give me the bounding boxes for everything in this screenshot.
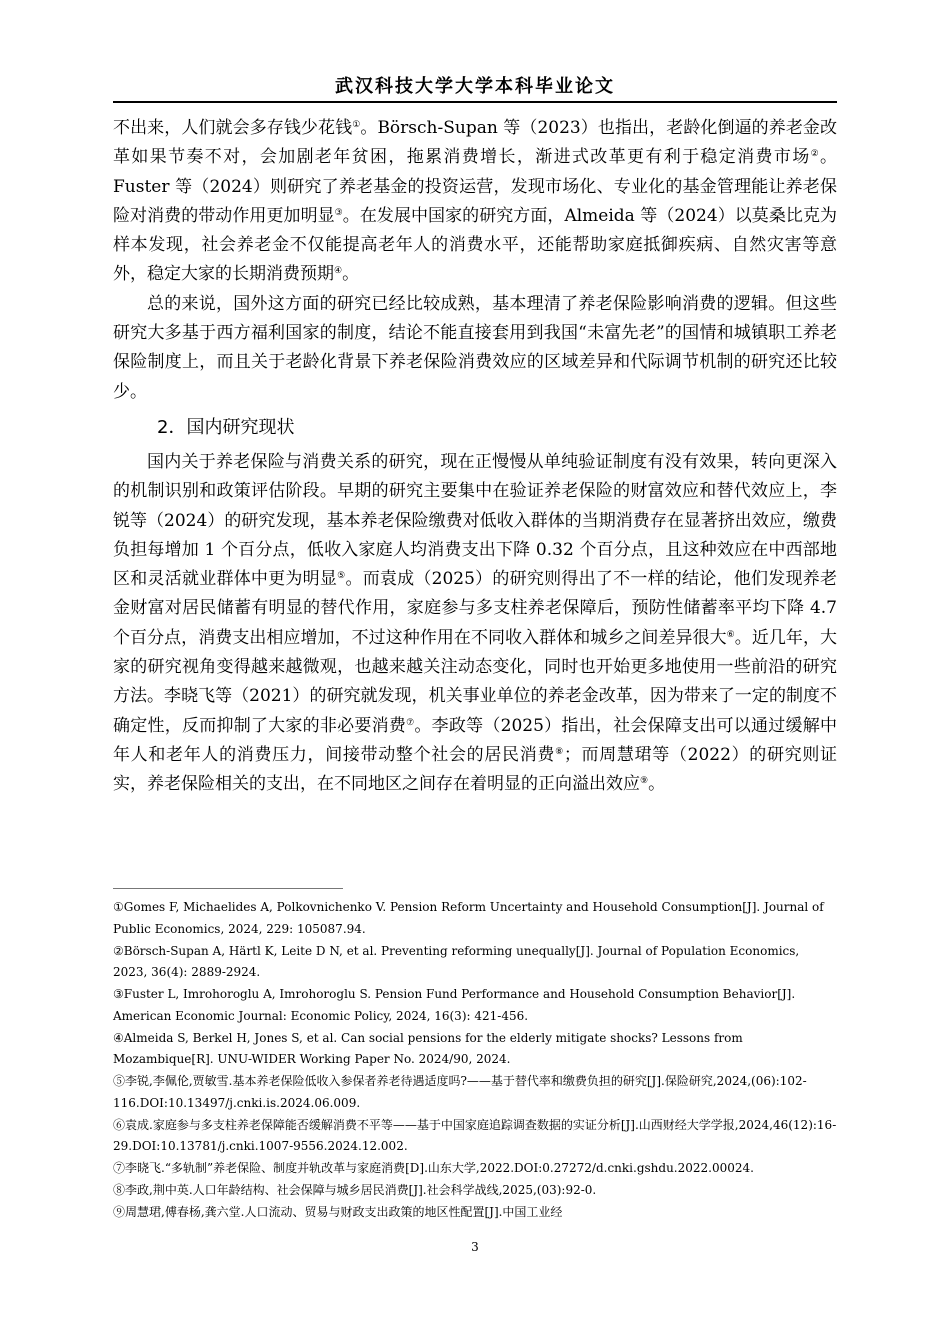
paragraph-text: 。 (648, 774, 666, 795)
footnote-item: ③Fuster L, Imrohoroglu A, Imrohoroglu S. Pension Fund Performance and Household Consumption Behavior[J]. American Economic Journal: Economic Policy, 2024, 16(3): 421-456. (113, 987, 796, 1023)
footnote-item: ⑤李锐,李佩伦,贾敏雪.基本养老保险低收入参保者养老待遇适度吗?——基于替代率和缴费负担的研究[J].保险研究,2024,(06):102-116.DOI:10.13497/j.cnki.is.2024.06.009. (113, 1074, 807, 1110)
footnote-marker: ③ (334, 207, 343, 218)
body-paragraph (113, 290, 837, 407)
paragraph-text: 。在发展中国家的研究方面，Almeida 等（2024）以莫桑比克为样本发现，社会养老金不仅能提高老年人的消费水平，还能帮助家庭抵御疾病、自然灾害等意外，稳定大家的长期消费预期 (113, 205, 837, 285)
footnote-item: ⑥袁成.家庭参与多支柱养老保障能否缓解消费不平等——基于中国家庭追踪调查数据的实证分析[J].山西财经大学学报,2024,46(12):16-29.DOI:10.13781/j.cnki.1007-9556.2024.12.002. (113, 1117, 837, 1153)
footnote-marker: ① (352, 120, 361, 130)
body-paragraph (113, 114, 837, 290)
footnote-marker: ⑤ (337, 571, 346, 582)
footnote-marker: ⑨ (640, 776, 649, 787)
paragraph-group-domestic-research (113, 448, 837, 800)
body-text (113, 114, 837, 800)
footnote-item: ①Gomes F, Michaelides A, Polkovnichenko V. Pension Reform Uncertainty and Household Consumption[J]. Journal of Public Economics, 2024, 229: 105087.94. (113, 900, 824, 936)
footnote-item: ⑦李晓飞.“多轨制”养老保险、制度并轨改革与家庭消费[D].山东大学,2022.DOI:0.27272/d.cnki.gshdu.2022.00024. (113, 1161, 754, 1175)
footnote-marker: ② (810, 149, 821, 160)
paragraph-text: 。Börsch-Supan 等（2023）也指出，老龄化倒逼的养老金改革如果节奏不对，会加剧老年贫困，拖累消费增长，渐进式改革更有利于稳定消费市场 (113, 118, 837, 168)
paragraph-text: 国内关于养老保险与消费关系的研究，现在正慢慢从单纯验证制度有没有效果，转向更深入的机制识别和政策评估阶段。早期的研究主要集中在验证养老保险的财富效应和替代效应上，李锐等（2024）的研究发现，基本养老保险缴费对低收入群体的当期消费存在显著挤出效应，缴费负担每增加 1 个百分点，低收入家庭人均消费支出下降 0.32 个百分点，且这种效应在中西部地区和灵活就业群体中更为明显 (113, 451, 837, 590)
running-header: 武汉科技大学大学本科毕业论文 (335, 76, 615, 97)
header-rule (113, 101, 837, 103)
footnote-marker: ⑧ (555, 746, 564, 757)
paragraph-text: 不出来，人们就会多存钱少花钱 (113, 118, 353, 138)
footnote-marker: ④ (334, 266, 343, 277)
section-heading: 2．国内研究现状 (157, 416, 295, 438)
footnote-separator (113, 888, 343, 889)
footnote-item: ⑨周慧珺,傅春杨,龚六堂.人口流动、贸易与财政支出政策的地区性配置[J].中国工业经 (113, 1205, 563, 1219)
paragraph-text: 。近几年，大家的研究视角变得越来越微观，也越来越关注动态变化，同时也开始更多地使用一些前沿的研究方法。李晓飞等（2021）的研究就发现，机关事业单位的养老金改革，因为带来了一定的制度不确定性，反而抑制了大家的非必要消费 (113, 627, 838, 736)
footnote-marker: ⑦ (406, 717, 415, 728)
paragraph-text: 。而袁成（2025）的研究则得出了不一样的结论，他们发现养老金财富对居民储蓄有明显的替代作用，家庭参与多支柱养老保障后，预防性储蓄率平均下降 4.7 个百分点，消费支出相应增加，不过这种作用在不同收入群体和城乡之间差异很大 (113, 569, 837, 648)
paragraph-text: 总的来说，国外这方面的研究已经比较成熟，基本理清了养老保险影响消费的逻辑。但这些研究大多基于西方福利国家的制度，结论不能直接套用到我国“未富先老”的国情和城镇职工养老保险制度上，而且关于老龄化背景下养老保险消费效应的区域差异和代际调节机制的研究还比较少。 (113, 293, 837, 402)
paragraph-text: 。李政等（2025）指出，社会保障支出可以通过缓解中年人和老年人的消费压力，间接带动整个社会的居民消费 (113, 715, 837, 765)
footnote-item: ②Börsch-Supan A, Härtl K, Leite D N, et al. Preventing reforming unequally[J]. Journal of Population Economics, 2023, 36(4): 2889-2924. (113, 943, 800, 979)
footnote-item: ⑧李政,荆中英.人口年龄结构、社会保障与城乡居民消费[J].社会科学战线,2025,(03):92-0. (113, 1183, 597, 1197)
page-number: 3 (471, 1240, 479, 1254)
footnote-marker: ⑥ (726, 629, 735, 640)
footnote-item: ④Almeida S, Berkel H, Jones S, et al. Can social pensions for the elderly mitigate shocks? Lessons from Mozambique[R]. UNU-WIDER Working Paper No. 2024/90, 2024. (113, 1030, 743, 1066)
paragraph-group-foreign-research (113, 114, 837, 407)
paragraph-text: ；而周慧珺等（2022）的研究则证实，养老保险相关的支出，在不同地区之间存在着明显的正向溢出效应 (113, 744, 838, 795)
paragraph-text: 。Fuster 等（2024）则研究了养老基金的投资运营，发现市场化、专业化的基金管理能让养老保险对消费的带动作用更加明显 (113, 147, 838, 226)
paragraph-text: 。 (342, 264, 360, 285)
body-paragraph (113, 448, 837, 800)
footnote-list (113, 897, 837, 1224)
